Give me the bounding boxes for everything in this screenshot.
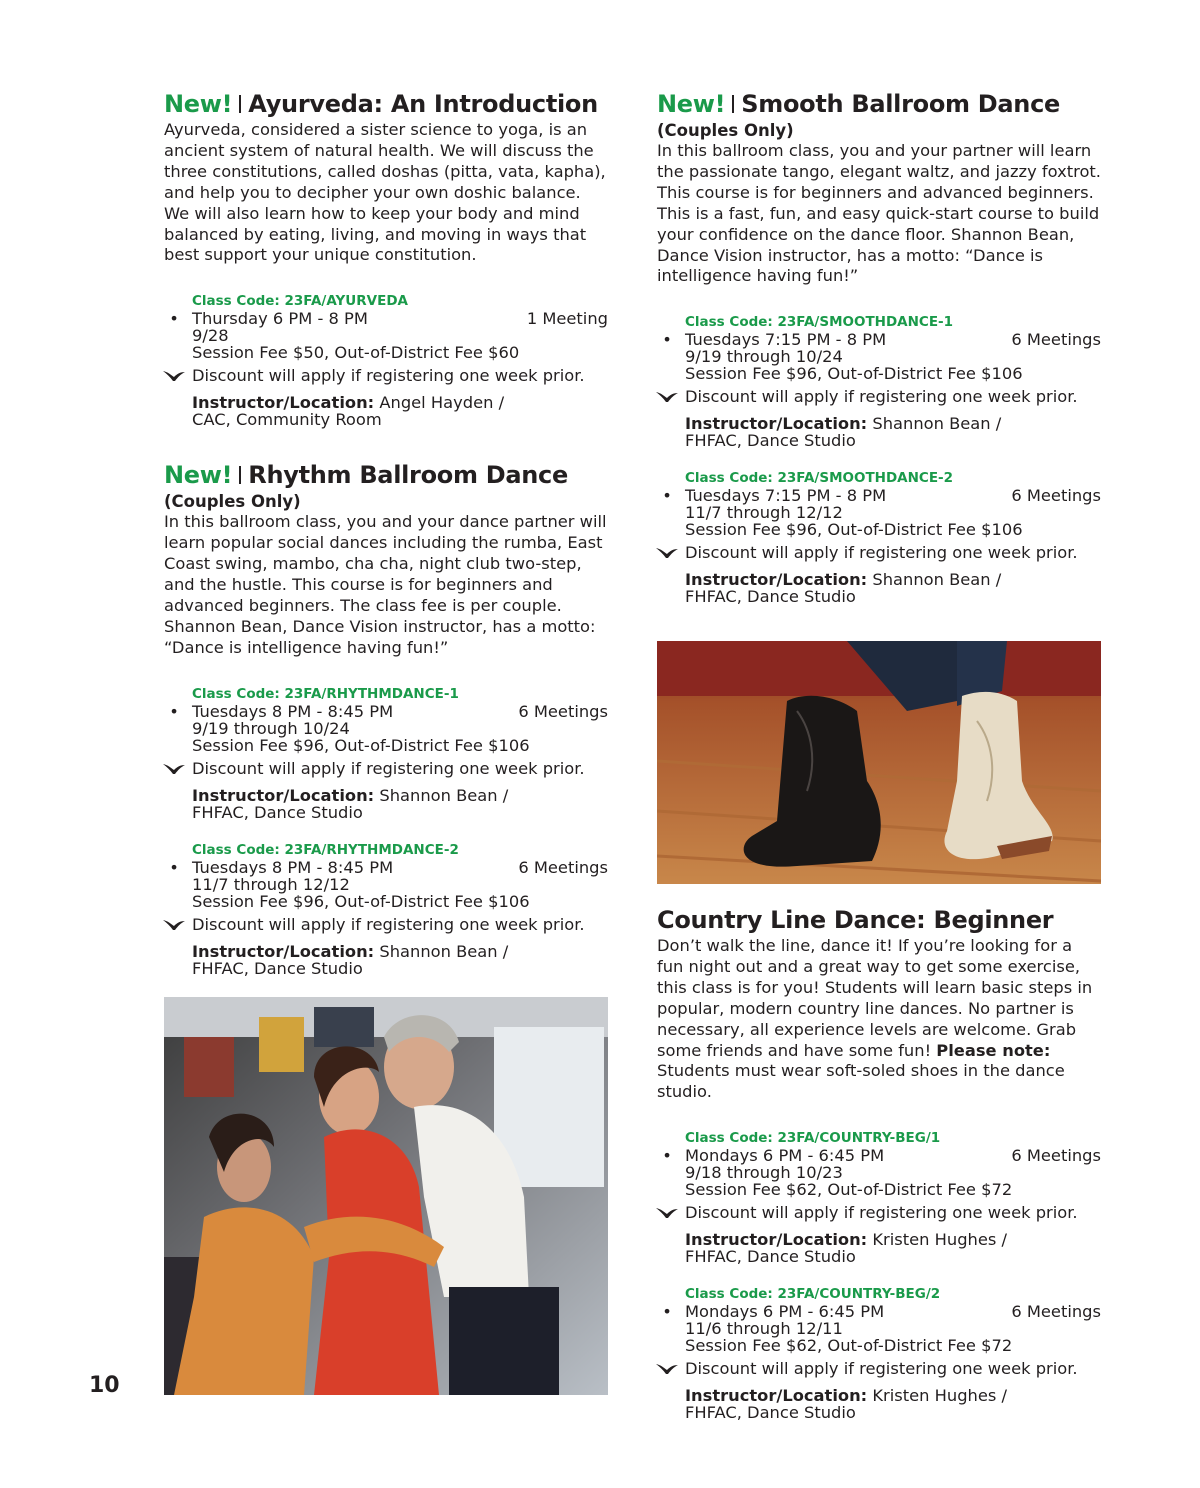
course-description bbox=[657, 936, 1101, 1103]
discount-text: Discount will apply if registering one week prior. bbox=[192, 758, 585, 778]
discount-note bbox=[192, 915, 608, 935]
ballroom-dance-image bbox=[164, 997, 608, 1395]
instructor-label: Instructor/Location: bbox=[192, 941, 375, 961]
class-section bbox=[662, 313, 1101, 451]
discount-note bbox=[685, 543, 1101, 563]
bird-icon bbox=[162, 762, 186, 776]
location: FHFAC, Dance Studio bbox=[685, 431, 856, 451]
note-text: Students must wear soft-soled shoes in the dance studio. bbox=[657, 1061, 1065, 1102]
location: FHFAC, Dance Studio bbox=[685, 1247, 856, 1267]
course-title-text: Ayurveda: An Introduction bbox=[248, 90, 598, 118]
schedule-dates: 11/6 through 12/11 bbox=[685, 1319, 843, 1339]
cowboy-boots-photo bbox=[657, 641, 1101, 884]
instructor-label: Instructor/Location: bbox=[685, 1230, 868, 1250]
new-tag: New! bbox=[657, 90, 726, 118]
class-code: Class Code: 23FA/RHYTHMDANCE-1 bbox=[192, 685, 459, 702]
ballroom-dance-photo bbox=[164, 997, 608, 1395]
instructor-label: Instructor/Location: bbox=[685, 1386, 868, 1406]
schedule-row bbox=[662, 330, 1101, 384]
class-section bbox=[169, 841, 608, 978]
instructor-name: Shannon Bean / bbox=[872, 414, 1002, 434]
location: FHFAC, Dance Studio bbox=[192, 802, 363, 822]
discount-note bbox=[685, 1359, 1101, 1379]
schedule-time: Mondays 6 PM - 6:45 PM bbox=[685, 1302, 885, 1322]
page-number: 10 bbox=[89, 1373, 120, 1398]
schedule-dates: 11/7 through 12/12 bbox=[192, 874, 350, 894]
session-fee: Session Fee $62, Out-of-District Fee $72 bbox=[685, 1180, 1013, 1200]
location: FHFAC, Dance Studio bbox=[685, 1403, 856, 1423]
class-section bbox=[169, 685, 608, 822]
schedule-time: Tuesdays 8 PM - 8:45 PM bbox=[192, 857, 394, 877]
discount-text: Discount will apply if registering one week prior. bbox=[192, 366, 585, 386]
title-divider bbox=[732, 95, 734, 113]
class-code: Class Code: 23FA/SMOOTHDANCE-2 bbox=[685, 470, 954, 487]
class-code: Class Code: 23FA/RHYTHMDANCE-2 bbox=[192, 841, 459, 858]
bullet: • bbox=[169, 857, 179, 877]
instructor-name: Kristen Hughes / bbox=[872, 1386, 1008, 1406]
schedule-time: Tuesdays 7:15 PM - 8 PM bbox=[685, 330, 887, 350]
class-section bbox=[662, 1129, 1101, 1267]
course-title bbox=[657, 88, 1101, 120]
course-title bbox=[164, 88, 608, 120]
meeting-count: 6 Meetings bbox=[518, 701, 608, 721]
discount-text: Discount will apply if registering one week prior. bbox=[685, 387, 1078, 407]
course-title: Country Line Dance: Beginner bbox=[657, 906, 1054, 934]
bird-icon bbox=[655, 1362, 679, 1376]
schedule-dates: 11/7 through 12/12 bbox=[685, 503, 843, 523]
instructor-label: Instructor/Location: bbox=[192, 785, 375, 805]
schedule-time: Mondays 6 PM - 6:45 PM bbox=[685, 1146, 885, 1166]
discount-note bbox=[192, 366, 608, 386]
location: FHFAC, Dance Studio bbox=[685, 587, 856, 607]
location: CAC, Community Room bbox=[192, 410, 382, 430]
instructor-label: Instructor/Location: bbox=[192, 393, 375, 413]
schedule-row bbox=[169, 309, 608, 363]
discount-note bbox=[685, 1203, 1101, 1223]
course-ayurveda bbox=[164, 88, 608, 428]
schedule-dates: 9/19 through 10/24 bbox=[685, 347, 843, 367]
instructor-name: Shannon Bean / bbox=[379, 941, 509, 961]
instructor-name: Kristen Hughes / bbox=[872, 1230, 1008, 1250]
schedule-row bbox=[169, 701, 608, 755]
instructor-location bbox=[685, 1387, 1101, 1421]
location: FHFAC, Dance Studio bbox=[192, 958, 363, 978]
title-divider bbox=[239, 95, 241, 113]
bird-icon bbox=[162, 369, 186, 383]
session-fee: Session Fee $62, Out-of-District Fee $72 bbox=[685, 1336, 1013, 1356]
course-description: In this ballroom class, you and your partner will learn the passionate tango, elegant waltz, and jazzy foxtrot. This course is for beginners and advanced beginners. This is a fast, fun, and easy quick-start course to build your confidence on the dance floor. Shannon Bean, Dance Vision instructor, has a motto: “Dance is intelligence having fun!” bbox=[657, 141, 1101, 286]
instructor-location bbox=[685, 1231, 1101, 1265]
right-column bbox=[657, 88, 1101, 605]
session-fee: Session Fee $96, Out-of-District Fee $106 bbox=[685, 520, 1023, 540]
bullet: • bbox=[169, 309, 179, 329]
discount-text: Discount will apply if registering one week prior. bbox=[685, 543, 1078, 563]
course-title bbox=[164, 459, 608, 491]
instructor-label: Instructor/Location: bbox=[685, 414, 868, 434]
class-section bbox=[169, 292, 608, 430]
schedule-time: Thursday 6 PM - 8 PM bbox=[192, 309, 368, 329]
bullet: • bbox=[662, 1146, 672, 1166]
instructor-location bbox=[192, 787, 608, 821]
session-fee: Session Fee $96, Out-of-District Fee $106 bbox=[192, 735, 530, 755]
discount-note bbox=[192, 759, 608, 779]
schedule-row bbox=[662, 1302, 1101, 1356]
discount-text: Discount will apply if registering one week prior. bbox=[192, 914, 585, 934]
schedule-dates: 9/28 bbox=[192, 326, 229, 346]
bullet: • bbox=[169, 701, 179, 721]
course-smooth-ballroom bbox=[657, 88, 1101, 605]
description-text: Don’t walk the line, dance it! If you’re looking for a fun night out and a great way to get some exercise, this class is for you! Students will learn basic steps in popular, modern country line dances. No partner is necessary, all experience levels are welcome. Grab some friends and have some fun! bbox=[657, 936, 1093, 1060]
schedule-dates: 9/19 through 10/24 bbox=[192, 718, 350, 738]
class-code: Class Code: 23FA/COUNTRY-BEG/1 bbox=[685, 1130, 941, 1147]
course-subtitle: (Couples Only) bbox=[657, 121, 794, 140]
course-subtitle: (Couples Only) bbox=[164, 492, 301, 512]
meeting-count: 6 Meetings bbox=[518, 857, 608, 877]
title-divider bbox=[239, 466, 241, 484]
new-tag: New! bbox=[164, 90, 233, 118]
left-column bbox=[164, 88, 608, 977]
course-description: In this ballroom class, you and your dance partner will learn popular social dances including the rumba, East Coast swing, mambo, cha cha, night club two-step, and the hustle. This course is for beginners and advanced beginners. The class fee is per couple. Shannon Bean, Dance Vision instructor, has a motto: “Dance is intelligence having fun!” bbox=[164, 512, 607, 657]
class-section bbox=[662, 1285, 1101, 1423]
session-fee: Session Fee $50, Out-of-District Fee $60 bbox=[192, 343, 520, 363]
instructor-location bbox=[685, 571, 1101, 605]
schedule-row bbox=[662, 1146, 1101, 1200]
course-rhythm-ballroom bbox=[164, 459, 608, 976]
instructor-label: Instructor/Location: bbox=[685, 570, 868, 590]
bullet: • bbox=[662, 1302, 672, 1322]
meeting-count: 6 Meetings bbox=[1011, 486, 1101, 506]
meeting-count: 6 Meetings bbox=[1011, 1302, 1101, 1322]
bird-icon bbox=[655, 1206, 679, 1220]
course-country-line-dance bbox=[657, 904, 1101, 1421]
country-column bbox=[657, 904, 1101, 1421]
instructor-name: Shannon Bean / bbox=[379, 785, 509, 805]
class-code: Class Code: 23FA/AYURVEDA bbox=[192, 293, 408, 310]
class-code: Class Code: 23FA/SMOOTHDANCE-1 bbox=[685, 314, 954, 331]
schedule-dates: 9/18 through 10/23 bbox=[685, 1163, 843, 1183]
instructor-location bbox=[685, 415, 1101, 449]
class-section bbox=[662, 469, 1101, 607]
bird-icon bbox=[162, 918, 186, 932]
class-code: Class Code: 23FA/COUNTRY-BEG/2 bbox=[685, 1286, 941, 1303]
new-tag: New! bbox=[164, 461, 233, 490]
schedule-time: Tuesdays 7:15 PM - 8 PM bbox=[685, 486, 887, 506]
meeting-count: 1 Meeting bbox=[526, 309, 608, 329]
course-title-text: Rhythm Ballroom Dance bbox=[248, 461, 568, 490]
meeting-count: 6 Meetings bbox=[1011, 330, 1101, 350]
meeting-count: 6 Meetings bbox=[1011, 1146, 1101, 1166]
bird-icon bbox=[655, 546, 679, 560]
instructor-location bbox=[192, 943, 608, 977]
bird-icon bbox=[655, 390, 679, 404]
cowboy-boots-image bbox=[657, 641, 1101, 884]
session-fee: Session Fee $96, Out-of-District Fee $106 bbox=[685, 364, 1023, 384]
instructor-name: Shannon Bean / bbox=[872, 570, 1002, 590]
schedule-row bbox=[169, 857, 608, 911]
instructor-name: Angel Hayden / bbox=[379, 393, 505, 413]
discount-note bbox=[685, 387, 1101, 407]
course-title-text: Smooth Ballroom Dance bbox=[741, 90, 1060, 118]
course-description: Ayurveda, considered a sister science to yoga, is an ancient system of natural health. We will discuss the three constitutions, called doshas (pitta, vata, kapha), and help you to decipher your own doshic balance. We will also learn how to keep your body and mind balanced by eating, living, and moving in ways that best support your unique constitution. bbox=[164, 120, 606, 265]
note-label: Please note: bbox=[936, 1040, 1051, 1060]
bullet: • bbox=[662, 330, 672, 350]
instructor-location bbox=[192, 394, 608, 428]
discount-text: Discount will apply if registering one week prior. bbox=[685, 1359, 1078, 1379]
schedule-row bbox=[662, 486, 1101, 540]
session-fee: Session Fee $96, Out-of-District Fee $106 bbox=[192, 891, 530, 911]
schedule-time: Tuesdays 8 PM - 8:45 PM bbox=[192, 701, 394, 721]
discount-text: Discount will apply if registering one week prior. bbox=[685, 1203, 1078, 1223]
bullet: • bbox=[662, 486, 672, 506]
